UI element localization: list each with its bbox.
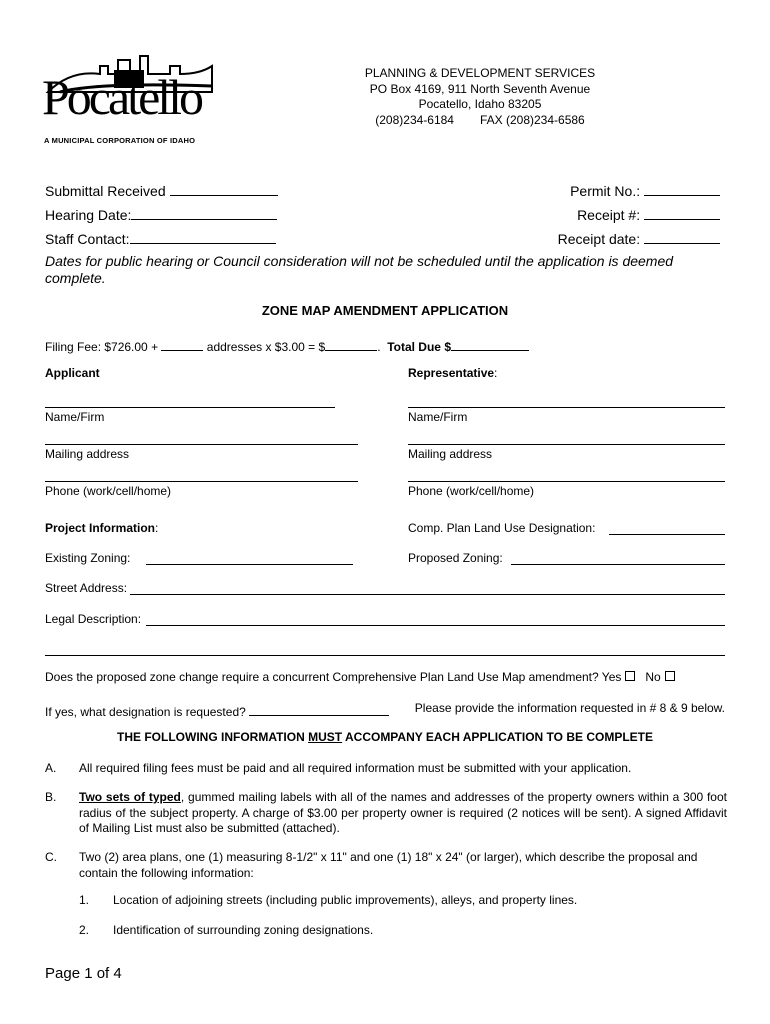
address-fee-blank[interactable] (325, 336, 377, 351)
staff-contact-field[interactable] (45, 229, 276, 247)
item-b-bold: Two sets of typed (79, 790, 181, 804)
logo-subtitle: A MUNICIPAL CORPORATION OF IDAHO (44, 136, 196, 145)
address-count-blank[interactable] (161, 336, 203, 351)
staff-contact-blank[interactable] (130, 229, 276, 244)
filing-fee-label: Filing Fee: $726.00 + (45, 340, 159, 354)
street-address-label: Street Address: (45, 581, 128, 595)
applicant-mail-label: Mailing address (45, 447, 130, 461)
project-info-colon: : (155, 521, 159, 535)
representative-phone-label: Phone (work/cell/home) (408, 484, 535, 498)
fee-period: . (377, 340, 381, 354)
legal-description-label: Legal Description: (45, 612, 142, 626)
representative-colon: : (494, 366, 498, 380)
yes-label: Yes (601, 670, 622, 684)
receipt-date-field[interactable] (558, 229, 720, 247)
item-c2-number: 2. (79, 923, 90, 937)
representative-mail-line[interactable] (408, 444, 725, 445)
staff-contact-label: Staff Contact: (45, 231, 130, 247)
submittal-received-blank[interactable] (170, 181, 278, 196)
item-c1-text: Location of adjoining streets (including public improvements), alleys, and property lines. (113, 893, 578, 907)
applicant-name-line[interactable] (45, 407, 335, 408)
address-fee-label: addresses x $3.00 = $ (206, 340, 326, 354)
designation-blank[interactable] (249, 701, 389, 716)
project-info-heading-wrap (45, 521, 158, 535)
item-a-letter: A. (45, 761, 57, 775)
permit-no-label: Permit No.: (570, 183, 641, 199)
item-c2-text: Identification of surrounding zoning designations. (113, 923, 374, 937)
hearing-date-field[interactable] (45, 205, 277, 223)
item-b-letter: B. (45, 790, 57, 804)
scheduling-note: Dates for public hearing or Council consideration will not be scheduled until the application is deemed complete. (45, 253, 674, 286)
phone-number: (208)234-6184 (375, 112, 454, 127)
designation-question (45, 701, 389, 719)
item-a-text: All required filing fees must be paid and all required information must be submitted with your application. (79, 761, 632, 775)
pocatello-logo (40, 52, 220, 148)
contact-line (330, 113, 630, 129)
total-due-label: Total Due $ (387, 340, 451, 354)
total-due-blank[interactable] (451, 336, 529, 351)
comp-plan-label: Comp. Plan Land Use Designation: (408, 521, 596, 535)
representative-heading: Representative (408, 366, 495, 380)
comp-plan-question-text: Does the proposed zone change require a concurrent Comprehensive Plan Land Use Map amendment? (45, 670, 599, 684)
address-line-1: PO Box 4169, 911 North Seventh Avenue (369, 81, 591, 96)
department-name: PLANNING & DEVELOPMENT SERVICES (364, 66, 596, 80)
office-header (330, 66, 630, 128)
hearing-date-blank[interactable] (131, 205, 277, 220)
requirements-heading-pre: THE FOLLOWING INFORMATION (117, 730, 309, 744)
page-number: Page 1 of 4 (45, 965, 122, 982)
no-label: No (645, 670, 661, 684)
applicant-phone-label: Phone (work/cell/home) (45, 484, 172, 498)
no-checkbox[interactable] (665, 671, 675, 681)
representative-name-label: Name/Firm (408, 410, 468, 424)
existing-zoning-label: Existing Zoning: (45, 551, 131, 565)
permit-no-field[interactable] (570, 181, 720, 199)
submittal-received-label: Submittal Received (45, 183, 166, 199)
requirements-heading-must: MUST (308, 730, 343, 744)
item-b-body: , gummed mailing labels with all of the names and addresses of the property owners within a 300 foot radius of the subject property. A charge of $3.00 per property owner is required (2 notices will be sent). A signed Affidavit of Mailing List must also be submitted (attached). (79, 790, 727, 835)
hearing-date-label: Hearing Date: (45, 207, 132, 223)
permit-no-blank[interactable] (644, 181, 720, 196)
item-c1-number: 1. (79, 893, 90, 907)
receipt-date-blank[interactable] (644, 229, 720, 244)
item-c-text: Two (2) area plans, one (1) measuring 8-1/2" x 11" and one (1) 18" x 24" (or larger), which describe the proposal and contain the following information: (79, 850, 698, 880)
receipt-number-label: Receipt #: (577, 207, 641, 223)
item-c-letter: C. (45, 850, 57, 864)
applicant-heading: Applicant (45, 366, 100, 380)
representative-phone-line[interactable] (408, 481, 725, 482)
comp-plan-question (45, 670, 675, 684)
receipt-number-field[interactable] (577, 205, 720, 223)
provide-info-note: Please provide the information requested in # 8 & 9 below. (414, 701, 725, 715)
item-b-text (79, 790, 727, 837)
legal-description-line-2[interactable] (45, 655, 725, 656)
applicant-mail-line[interactable] (45, 444, 358, 445)
applicant-name-label: Name/Firm (45, 410, 105, 424)
requirements-heading (0, 730, 770, 744)
street-address-line[interactable] (130, 594, 725, 595)
comp-plan-line[interactable] (609, 534, 725, 535)
designation-label: If yes, what designation is requested? (45, 705, 246, 719)
fax-number: FAX (208)234-6586 (479, 112, 585, 127)
applicant-phone-line[interactable] (45, 481, 358, 482)
address-line-2: Pocatello, Idaho 83205 (418, 97, 542, 111)
representative-heading-wrap (408, 366, 497, 380)
proposed-zoning-line[interactable] (511, 564, 725, 565)
project-info-heading: Project Information (45, 521, 156, 535)
legal-description-line[interactable] (146, 625, 725, 626)
yes-checkbox[interactable] (625, 671, 635, 681)
receipt-date-label: Receipt date: (557, 231, 641, 247)
representative-mail-label: Mailing address (408, 447, 493, 461)
submittal-received-field[interactable] (45, 181, 278, 199)
requirements-heading-post: ACCOMPANY EACH APPLICATION TO BE COMPLETE (342, 730, 653, 744)
filing-fee-line (45, 336, 529, 354)
representative-name-line[interactable] (408, 407, 725, 408)
proposed-zoning-label: Proposed Zoning: (408, 551, 503, 565)
logo-wordmark: Pocatello (42, 69, 202, 125)
existing-zoning-line[interactable] (146, 564, 353, 565)
receipt-number-blank[interactable] (644, 205, 720, 220)
form-title: ZONE MAP AMENDMENT APPLICATION (261, 303, 509, 318)
